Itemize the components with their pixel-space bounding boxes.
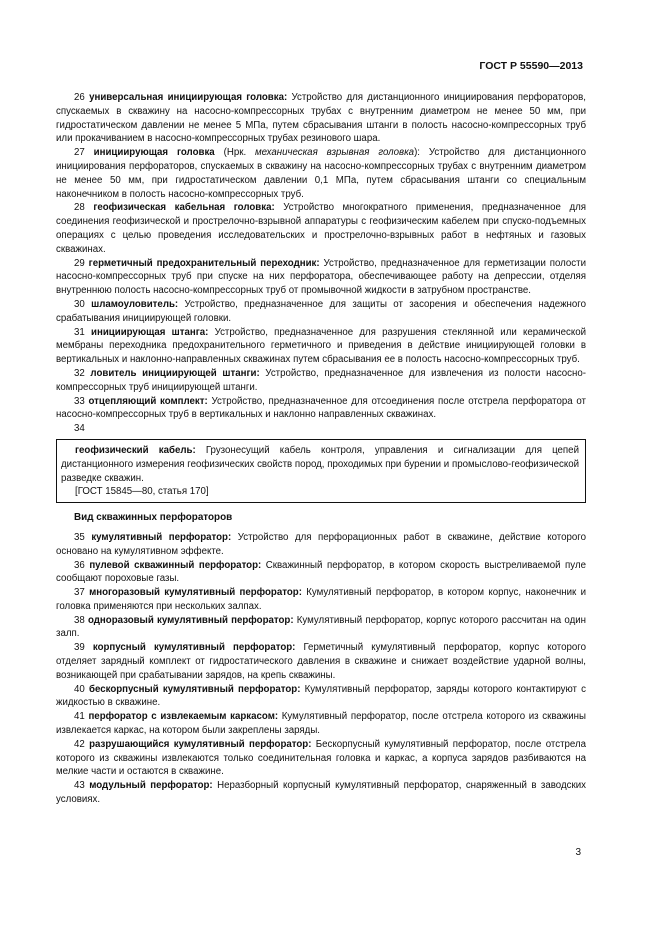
page-number: 3 — [575, 847, 581, 858]
document-standard-header: ГОСТ Р 55590—2013 — [479, 60, 583, 72]
term-number: 42 — [74, 738, 85, 750]
term-entry-43 — [56, 779, 586, 807]
term-entry-33 — [56, 395, 586, 423]
term-name: кумулятивный перфоратор: — [91, 531, 232, 543]
term-number: 37 — [74, 587, 85, 599]
term-number: 40 — [74, 683, 85, 695]
term-name: герметичный предохранительный переходник: — [88, 257, 320, 269]
term-entry-29 — [56, 257, 586, 298]
term-definition: Устройство, предназначенное для отсоединения после отстрела перфоратора от насосно-компрессорных труб в вертикальных и наклонно направленных скважинах. — [56, 395, 586, 421]
term-entry-41 — [56, 710, 586, 738]
term-entry-35 — [56, 531, 586, 559]
term-name: разрушающийся кумулятивный перфоратор: — [89, 738, 312, 750]
term-definition: Устройство многократного применения, предназначенное для соединения геофизической и прострелочно-взрывной аппаратуры с геофизическим кабелем при спуско-подъемных операциях с целью проведения исследовательских и прострелочно-взрывных работ в нефтяных и газовых скважинах. — [56, 202, 586, 255]
term-number: 33 — [74, 395, 85, 407]
term-number: 38 — [74, 614, 85, 626]
term-name: бескорпусный кумулятивный перфоратор: — [89, 683, 301, 695]
boxed-term: геофизический кабель: — [75, 444, 196, 456]
term-number: 36 — [74, 559, 85, 571]
term-number: 30 — [74, 298, 85, 310]
term-entry-31 — [56, 326, 586, 367]
boxed-term-definition — [61, 444, 579, 485]
term-synonym-prefix: (Нрк. — [214, 147, 256, 159]
term-number: 39 — [74, 642, 85, 654]
entry-34-number: 34 — [74, 423, 85, 435]
term-entry-37 — [56, 586, 586, 614]
term-name: инициирующая головка — [93, 147, 215, 159]
term-name: пулевой скважинный перфоратор: — [89, 559, 262, 571]
terms-list-perforators — [56, 531, 586, 807]
term-definition: Бескорпусный кумулятивный перфоратор, после отстрела которого из скважины извлекаются только соединительная головка и каркас, а корпуса зарядов разбиваются на мелкие части и остаются в скважине. — [56, 738, 586, 778]
term-number: 41 — [74, 711, 85, 723]
term-number: 43 — [74, 780, 85, 792]
term-definition: Кумулятивный перфоратор, после отстрела которого из скважины извлекается каркас, на котором были закреплены заряды. — [56, 711, 586, 737]
term-entry-27 — [56, 146, 586, 201]
term-definition: Неразборный корпусный кумулятивный перфоратор, снаряженный в заводских условиях. — [56, 780, 586, 806]
term-name: одноразовый кумулятивный перфоратор: — [87, 614, 294, 626]
term-number: 28 — [74, 202, 85, 214]
term-number: 35 — [74, 531, 85, 543]
term-definition: Кумулятивный перфоратор, заряды которого контактируют с жидкостью в скважине. — [56, 683, 586, 709]
term-entry-36 — [56, 559, 586, 587]
boxed-term-text: Грузонесущий кабель контроля, управления и сигнализации для цепей дистанционного измерения геофизических свойств пород, проходимых при бурении и промыслово-геофизической разведке скважин. — [61, 444, 579, 484]
term-number: 26 — [74, 92, 85, 103]
term-definition: Скважинный перфоратор, в котором скорость выстреливаемой пуле сообщают пороховые газы. — [56, 559, 586, 585]
term-definition: Герметичный кумулятивный перфоратор, корпус которого отделяет зарядный комплект от гидростатического давления в скважине и снижает воздействие ударной волны, возникающей при срабатывании зарядов, на крепь скважины. — [56, 642, 586, 681]
term-synonym: механическая взрывная головка — [255, 147, 415, 159]
term-entry-42 — [56, 738, 586, 779]
term-definition: Устройство, предназначенное для герметизации полости насосно-компрессорных труб при спуске на них перфоратора, обеспечивающее работу на депрессии, отделяя внутреннюю полость насосно-компрессорных труб от промывочной жидкости в затрубном пространстве. — [56, 257, 586, 297]
term-definition: Кумулятивный перфоратор, в котором корпус, наконечник и головка применяются при нескольких залпах. — [56, 587, 586, 612]
section-title: Вид скважинных перфораторов — [74, 512, 233, 524]
term-definition: Устройство, предназначенное для разрушения стеклянной или керамической мембраны переходника предохранительного герметичного и приведения в действие инициирующей головки в вертикальных и наклонно-направленных скважинах путем сбрасывания ее в полость насосно-компрессорных труб. — [56, 326, 586, 366]
term-number: 31 — [74, 326, 85, 338]
term-definition: Устройство, предназначенное для защиты от засорения и обеспечения надежного срабатывания инициирующей головки. — [56, 298, 586, 324]
term-entry-40 — [56, 683, 586, 711]
term-name: отцепляющий комплект: — [88, 395, 208, 407]
term-name: корпусный кумулятивный перфоратор: — [92, 642, 296, 654]
term-number: 32 — [74, 367, 85, 379]
term-entry-32 — [56, 367, 586, 395]
term-name: перфоратор с извлекаемым каркасом: — [88, 711, 279, 723]
term-entry-39 — [56, 641, 586, 682]
boxed-term-reference: [ГОСТ 15845—80, статья 170] — [75, 486, 209, 498]
term-definition: Устройство для перфорационных работ в скважине, действие которого основано на кумулятивном эффекте. — [56, 531, 586, 557]
term-entry-38 — [56, 614, 586, 642]
term-definition: Кумулятивный перфоратор, корпус которого рассчитан на один залп. — [56, 614, 586, 640]
term-name: многоразовый кумулятивный перфоратор: — [89, 587, 302, 599]
boxed-reference-term — [56, 439, 586, 503]
term-name: универсальная инициирующая головка: — [89, 92, 288, 103]
terms-list-devices — [56, 91, 586, 422]
document-body — [56, 91, 586, 807]
term-definition: ): Устройство для дистанционного инициирования перфораторов, спускаемых в скважину на насосно-компрессорных трубах с внутренним диаметром не менее 50 мм, при гидростатическом давлении 0,1 МПа, путем сбрасывания штанги со специальным наконечником в полость насосно-компрессорных труб. — [56, 147, 586, 200]
term-definition: Устройство для дистанционного инициирования перфораторов, спускаемых в скважину на насосно-компрессорных трубах с внутренним диаметром не менее 50 мм, при гидростатическом давлении не менее 5 МПа, путем сбрасывания штанги в полость насосно-компрессорных труб или прокачиванием в насосно-компрессорных трубах резинового шара. — [56, 92, 586, 145]
term-entry-28 — [56, 201, 586, 256]
term-definition: Устройство, предназначенное для извлечения из полости насосно-компрессорных труб инициирующей штанги. — [56, 367, 586, 393]
term-name: шламоуловитель: — [91, 298, 179, 310]
term-name: модульный перфоратор: — [89, 780, 213, 792]
term-entry-30 — [56, 298, 586, 326]
term-name: инициирующая штанга: — [91, 326, 209, 338]
term-entry-26 — [56, 91, 586, 146]
term-name: ловитель инициирующей штанги: — [90, 367, 260, 379]
term-number: 27 — [74, 147, 85, 159]
term-number: 29 — [74, 257, 85, 269]
term-name: геофизическая кабельная головка: — [93, 202, 275, 214]
